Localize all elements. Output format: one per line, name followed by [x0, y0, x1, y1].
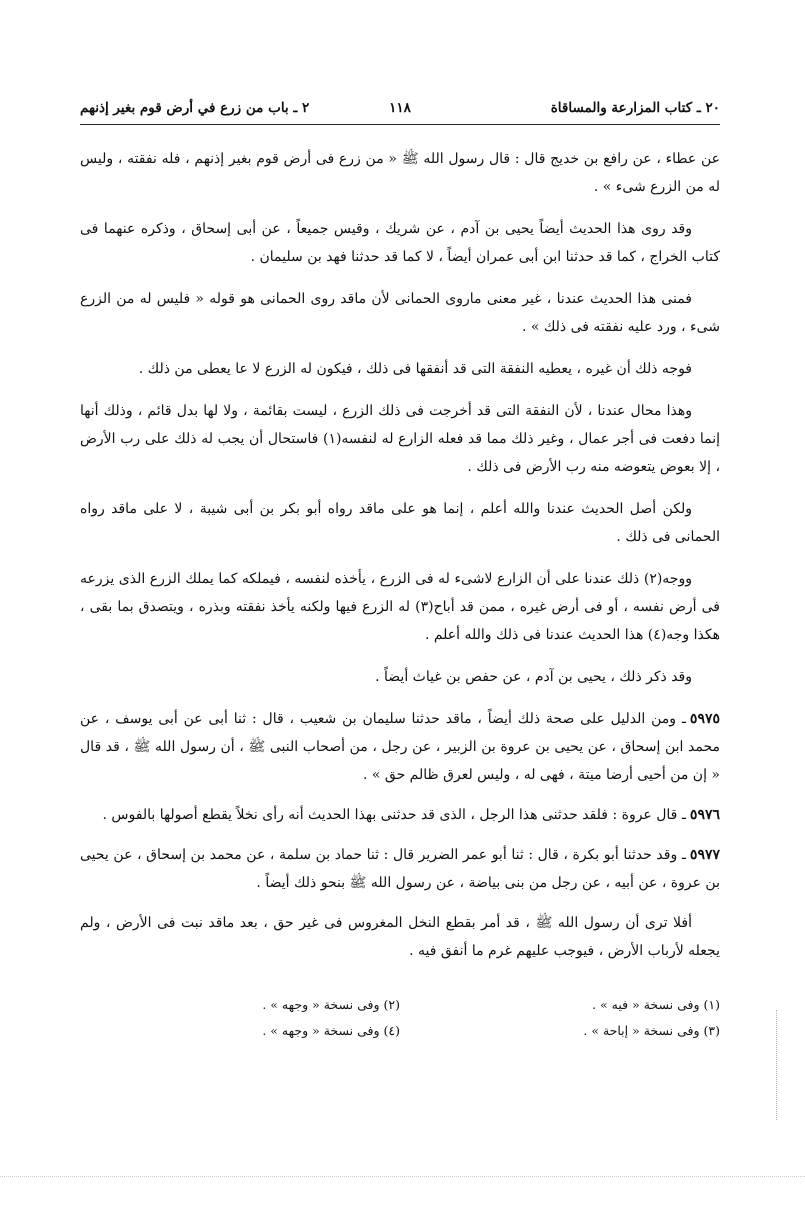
chapter-title: ٢٠ ـ كتاب المزارعة والمساقاة — [550, 100, 720, 116]
footnote-row — [80, 1018, 720, 1044]
footnote-row — [80, 992, 720, 1018]
footnote-4: (٤) وفى نسخة « وجهه » . — [262, 1023, 400, 1038]
hadith-entry — [80, 801, 720, 829]
paragraph: فمنى هذا الحديث عندنا ، غير معنى ماروى الحمانى لأن ماقد روى الحمانى هو قوله « فليس له من الزرع شىء ، ورد عليه نفقته فى ذلك » . — [80, 291, 720, 335]
hadith-number: ٥٩٧٥ — [689, 711, 720, 727]
paragraph: وقد روى هذا الحديث أيضاً يحيى بن آدم ، عن شريك ، وقيس جميعاً ، عن أبى إسحاق ، وذكره عنهما فى كتاب الخراج ، كما قد حدثنا ابن أبى عمران أيضاً ، لا كما قد حدثنا فهد بن سليمان . — [80, 221, 720, 265]
hadith-entry — [80, 705, 720, 789]
paragraph: ولكن أصل الحديث عندنا والله أعلم ، إنما هو على ماقد رواه أبو بكر بن أبى شيبة ، لا على ماقد رواه الحمانى فى ذلك . — [80, 501, 720, 545]
hadith-text: ـ قال عروة : فلقد حدثنى هذا الرجل ، الذى قد حدثنى بهذا الحديث أنه رأى نخلاً يقطع أصولها بالفوس . — [102, 807, 686, 823]
hadith-number: ٥٩٧٧ — [689, 847, 720, 863]
paragraph: ووجه(٢) ذلك عندنا على أن الزارع لاشىء له فى الزرع ، يأخذه لنفسه ، فيملكه كما يملك الزرع الذى يزرعه فى أرض نفسه ، أو فى أرض غيره ، ممن قد أباح(٣) له الزرع فيها ولكنه يأخذ نفقته وبذره ، ويتصدق بما بقى ، هكذا وجه(٤) هذا الحديث عندنا فى ذلك والله أعلم . — [80, 571, 720, 643]
paragraph: فوجه ذلك أن غيره ، يعطيه النفقة التى قد أنفقها فى ذلك ، فيكون له الزرع لا عا يعطى من ذلك . — [138, 361, 692, 377]
document-body — [80, 145, 720, 965]
paragraph: وقد ذكر ذلك ، يحيى بن آدم ، عن حفص بن غياث أيضاً . — [375, 669, 692, 685]
document-page — [80, 96, 720, 1116]
scan-margin-line — [776, 1010, 777, 1120]
footnote-2: (٢) وفى نسخة « وجهه » . — [262, 997, 400, 1012]
footnote-1: (١) وفى نسخة « فيه » . — [592, 997, 720, 1012]
paragraph: وهذا محال عندنا ، لأن النفقة التى قد أخرجت فى ذلك الزرع ، ليست بقائمة ، ولا لها بدل قائم ، وذلك أنها إنما دفعت فى أجر عمال ، وغير ذلك مما قد فعله الزارع له لنفسه(١) فاستحال أن يجب له ذلك على رب الأرض ، إلا بعوض يتعوضه منه رب الأرض فى ذلك . — [80, 403, 721, 475]
footnote-3: (٣) وفى نسخة « إباحة » . — [583, 1023, 720, 1038]
footnotes — [80, 992, 720, 1044]
closing-paragraph: أفلا ترى أن رسول الله ﷺ ، قد أمر بقطع النخل المغروس فى غير حق ، بعد ماقد نبت فى الأرض ، ولم يجعله لأرباب الأرض ، فيوجب عليهم غرم ما أنفق فيه . — [80, 915, 720, 959]
section-title: ٢ ـ باب من زرع في أرض قوم بغير إذنهم — [80, 100, 310, 116]
scan-bottom-line — [0, 1176, 805, 1177]
hadith-entry — [80, 841, 720, 897]
paragraph: عن عطاء ، عن رافع بن خديج قال : قال رسول الله ﷺ « من زرع فى أرض قوم بغير إذنهم ، فله نفقته ، وليس له من الزرع شىء » . — [80, 151, 720, 195]
hadith-text: ـ وقد حدثنا أبو بكرة ، قال : ثنا أبو عمر الضرير قال : ثنا حماد بن سلمة ، عن محمد بن إسحاق ، عن يحيى بن عروة ، عن أبيه ، عن رجل من بنى بياضة ، عن رسول الله ﷺ بنحو ذلك أيضاً . — [80, 847, 720, 891]
hadith-number: ٥٩٧٦ — [689, 807, 720, 823]
page-number: ١١٨ — [389, 100, 411, 116]
hadith-text: ـ ومن الدليل على صحة ذلك أيضاً ، ماقد حدثنا سليمان بن شعيب ، قال : ثنا أبى عن أبى يوسف ، عن محمد ابن إسحاق ، عن يحيى بن عروة بن الزبير ، عن رجل ، من أصحاب النبى ﷺ ، أن رسول الله ﷺ ، قد قال « إن من أحيى أرضا ميتة ، فهى له ، وليس لعرق ظالم حق » . — [80, 711, 720, 783]
running-header — [80, 96, 720, 125]
